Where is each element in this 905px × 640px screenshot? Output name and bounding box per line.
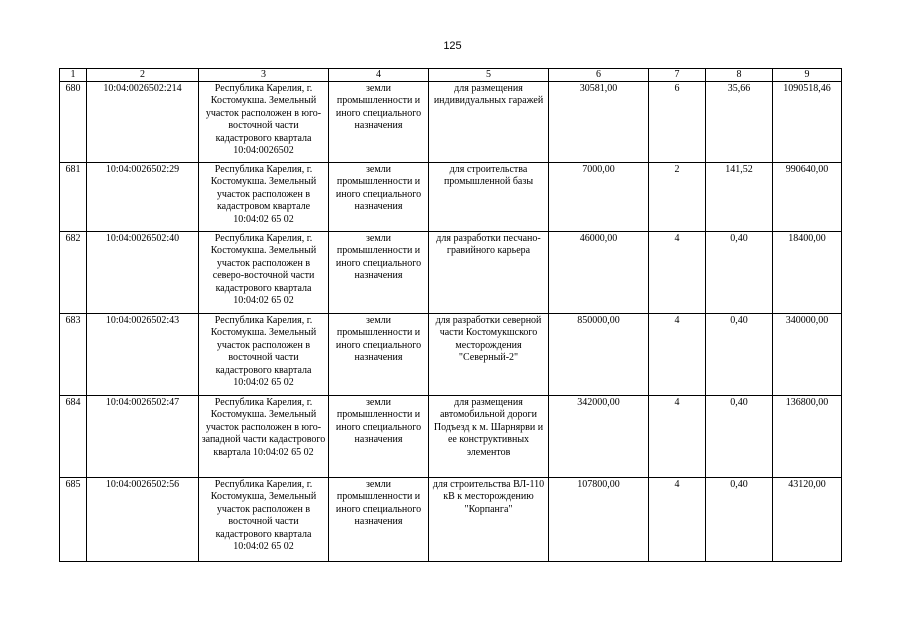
cadastral-number: 10:04:0026502:47 bbox=[87, 396, 199, 478]
rate-value: 141,52 bbox=[706, 163, 773, 232]
rate-value: 0,40 bbox=[706, 232, 773, 314]
cadastral-number: 10:04:0026502:29 bbox=[87, 163, 199, 232]
column-7-value: 4 bbox=[649, 314, 706, 396]
cadastral-table bbox=[59, 68, 842, 562]
land-category: земли промышленности и иного специального назначения bbox=[329, 396, 429, 478]
table-row bbox=[60, 163, 842, 232]
column-header: 4 bbox=[329, 69, 429, 82]
cost-value: 43120,00 bbox=[773, 478, 842, 562]
land-category: земли промышленности и иного специального назначения bbox=[329, 232, 429, 314]
column-header: 3 bbox=[199, 69, 329, 82]
rate-value: 0,40 bbox=[706, 314, 773, 396]
rate-value: 0,40 bbox=[706, 478, 773, 562]
column-header: 1 bbox=[60, 69, 87, 82]
table-row bbox=[60, 82, 842, 163]
cost-value: 1090518,46 bbox=[773, 82, 842, 163]
column-header: 7 bbox=[649, 69, 706, 82]
column-header: 5 bbox=[429, 69, 549, 82]
permitted-use: для разработки песчано-гравийного карьера bbox=[429, 232, 549, 314]
location-description: Республика Карелия, г. Костомукша. Земельный участок расположен в юго-восточной части кадастрового квартала 10:04:0026502 bbox=[199, 82, 329, 163]
location-description: Республика Карелия, г. Костомукша. Земельный участок расположен в северо-восточной части кадастрового квартала 10:04:02 65 02 bbox=[199, 232, 329, 314]
cost-value: 990640,00 bbox=[773, 163, 842, 232]
row-number: 684 bbox=[60, 396, 87, 478]
row-number: 683 bbox=[60, 314, 87, 396]
column-7-value: 2 bbox=[649, 163, 706, 232]
area-value: 46000,00 bbox=[549, 232, 649, 314]
permitted-use: для размещения автомобильной дороги Подъезд к м. Шарнярви и ее конструктивных элементов bbox=[429, 396, 549, 478]
cadastral-number: 10:04:0026502:214 bbox=[87, 82, 199, 163]
permitted-use: для строительства ВЛ-110 кВ к месторождению "Корпанга" bbox=[429, 478, 549, 562]
area-value: 107800,00 bbox=[549, 478, 649, 562]
area-value: 30581,00 bbox=[549, 82, 649, 163]
land-category: земли промышленности и иного специального назначения bbox=[329, 163, 429, 232]
area-value: 850000,00 bbox=[549, 314, 649, 396]
table-row bbox=[60, 396, 842, 478]
row-number: 681 bbox=[60, 163, 87, 232]
table-row bbox=[60, 478, 842, 562]
column-header: 8 bbox=[706, 69, 773, 82]
cadastral-number: 10:04:0026502:43 bbox=[87, 314, 199, 396]
location-description: Республика Карелия, г. Костомукша. Земельный участок расположен в кадастровом квартале 10:04:02 65 02 bbox=[199, 163, 329, 232]
location-description: Республика Карелия, г. Костомукша. Земельный участок расположен в восточной части кадастрового квартала 10:04:02 65 02 bbox=[199, 314, 329, 396]
row-number: 680 bbox=[60, 82, 87, 163]
permitted-use: для строительства промышленной базы bbox=[429, 163, 549, 232]
cost-value: 340000,00 bbox=[773, 314, 842, 396]
area-value: 7000,00 bbox=[549, 163, 649, 232]
column-7-value: 6 bbox=[649, 82, 706, 163]
column-7-value: 4 bbox=[649, 232, 706, 314]
table-header-row bbox=[60, 69, 842, 82]
row-number: 685 bbox=[60, 478, 87, 562]
page-number: 125 bbox=[443, 40, 462, 52]
column-7-value: 4 bbox=[649, 478, 706, 562]
table-row bbox=[60, 232, 842, 314]
cadastral-number: 10:04:0026502:40 bbox=[87, 232, 199, 314]
area-value: 342000,00 bbox=[549, 396, 649, 478]
column-header: 9 bbox=[773, 69, 842, 82]
cost-value: 18400,00 bbox=[773, 232, 842, 314]
cadastral-number: 10:04:0026502:56 bbox=[87, 478, 199, 562]
permitted-use: для размещения индивидуальных гаражей bbox=[429, 82, 549, 163]
permitted-use: для разработки северной части Костомукшского месторождения "Северный-2" bbox=[429, 314, 549, 396]
rate-value: 0,40 bbox=[706, 396, 773, 478]
rate-value: 35,66 bbox=[706, 82, 773, 163]
location-description: Республика Карелия, г. Костомукша, Земельный участок расположен в восточной части кадастрового квартала 10:04:02 65 02 bbox=[199, 478, 329, 562]
cost-value: 136800,00 bbox=[773, 396, 842, 478]
location-description: Республика Карелия, г. Костомукша. Земельный участок расположен в юго-западной части кадастрового квартала 10:04:02 65 02 bbox=[199, 396, 329, 478]
land-category: земли промышленности и иного специального назначения bbox=[329, 82, 429, 163]
land-category: земли промышленности и иного специального назначения bbox=[329, 314, 429, 396]
column-7-value: 4 bbox=[649, 396, 706, 478]
land-category: земли промышленности и иного специального назначения bbox=[329, 478, 429, 562]
row-number: 682 bbox=[60, 232, 87, 314]
column-header: 6 bbox=[549, 69, 649, 82]
column-header: 2 bbox=[87, 69, 199, 82]
table-row bbox=[60, 314, 842, 396]
